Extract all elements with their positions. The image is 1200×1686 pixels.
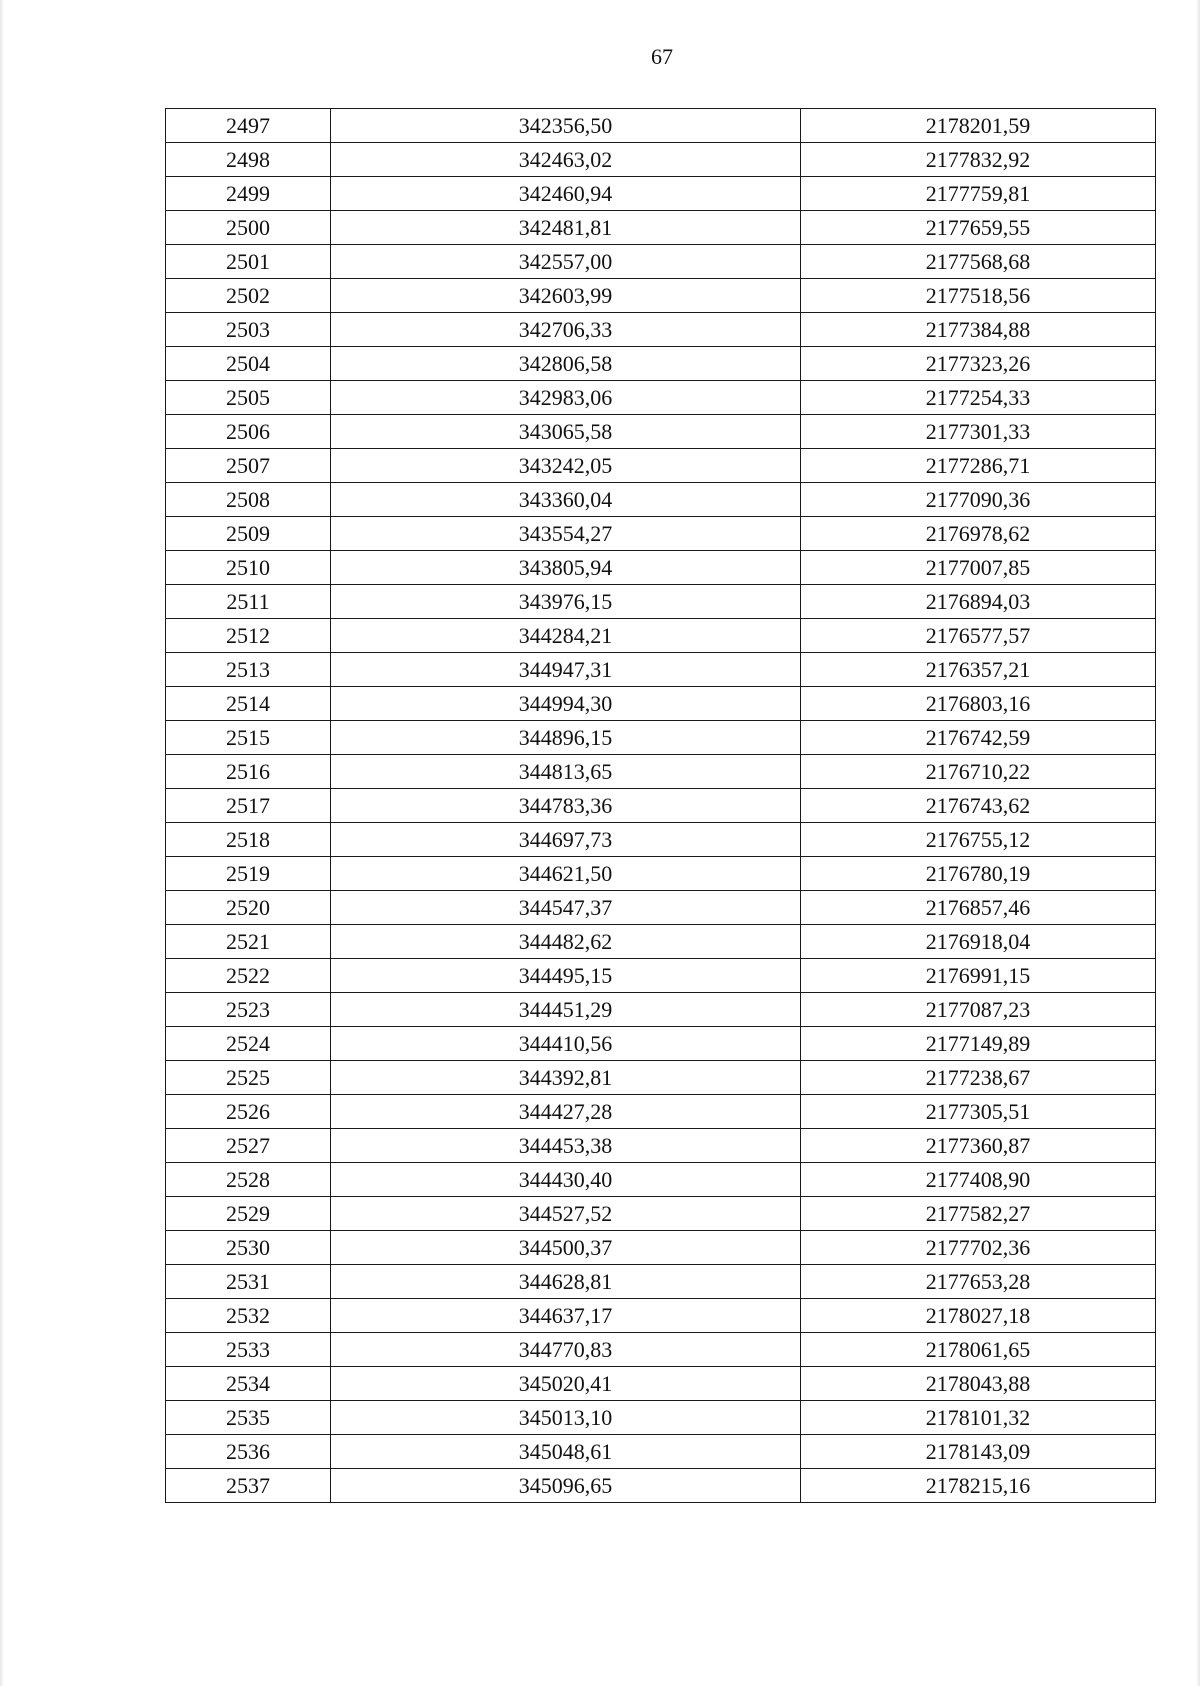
table-row <box>166 993 1156 1027</box>
x-coordinate-cell: 344628,81 <box>331 1265 801 1299</box>
point-number-cell: 2507 <box>166 449 331 483</box>
table-row <box>166 1401 1156 1435</box>
y-coordinate-cell: 2177238,67 <box>801 1061 1156 1095</box>
table-row <box>166 415 1156 449</box>
point-number-cell: 2536 <box>166 1435 331 1469</box>
x-coordinate-cell: 342706,33 <box>331 313 801 347</box>
table-row <box>166 449 1156 483</box>
y-coordinate-cell: 2177323,26 <box>801 347 1156 381</box>
table-row <box>166 1435 1156 1469</box>
y-coordinate-cell: 2177007,85 <box>801 551 1156 585</box>
x-coordinate-cell: 343360,04 <box>331 483 801 517</box>
table-row <box>166 1163 1156 1197</box>
point-number-cell: 2517 <box>166 789 331 823</box>
point-number-cell: 2516 <box>166 755 331 789</box>
page-number: 67 <box>651 44 673 69</box>
table-row <box>166 925 1156 959</box>
x-coordinate-cell: 344500,37 <box>331 1231 801 1265</box>
x-coordinate-cell: 344427,28 <box>331 1095 801 1129</box>
x-coordinate-cell: 342481,81 <box>331 211 801 245</box>
x-coordinate-cell: 345013,10 <box>331 1401 801 1435</box>
table-row <box>166 517 1156 551</box>
x-coordinate-cell: 344410,56 <box>331 1027 801 1061</box>
point-number-cell: 2498 <box>166 143 331 177</box>
y-coordinate-cell: 2177087,23 <box>801 993 1156 1027</box>
table-row <box>166 1129 1156 1163</box>
x-coordinate-cell: 343976,15 <box>331 585 801 619</box>
x-coordinate-cell: 343554,27 <box>331 517 801 551</box>
x-coordinate-cell: 344947,31 <box>331 653 801 687</box>
point-number-cell: 2520 <box>166 891 331 925</box>
table-row <box>166 1027 1156 1061</box>
y-coordinate-cell: 2177254,33 <box>801 381 1156 415</box>
table-row <box>166 211 1156 245</box>
table-row <box>166 585 1156 619</box>
x-coordinate-cell: 342460,94 <box>331 177 801 211</box>
table-row <box>166 721 1156 755</box>
table-row <box>166 1061 1156 1095</box>
point-number-cell: 2527 <box>166 1129 331 1163</box>
y-coordinate-cell: 2177832,92 <box>801 143 1156 177</box>
y-coordinate-cell: 2177384,88 <box>801 313 1156 347</box>
y-coordinate-cell: 2177659,55 <box>801 211 1156 245</box>
point-number-cell: 2524 <box>166 1027 331 1061</box>
x-coordinate-cell: 344896,15 <box>331 721 801 755</box>
y-coordinate-cell: 2176710,22 <box>801 755 1156 789</box>
point-number-cell: 2535 <box>166 1401 331 1435</box>
point-number-cell: 2510 <box>166 551 331 585</box>
y-coordinate-cell: 2176918,04 <box>801 925 1156 959</box>
point-number-cell: 2531 <box>166 1265 331 1299</box>
x-coordinate-cell: 342806,58 <box>331 347 801 381</box>
table-row <box>166 959 1156 993</box>
table-row <box>166 1299 1156 1333</box>
y-coordinate-cell: 2177360,87 <box>801 1129 1156 1163</box>
scan-edge-left <box>0 0 4 1686</box>
table-row <box>166 177 1156 211</box>
point-number-cell: 2528 <box>166 1163 331 1197</box>
y-coordinate-cell: 2176857,46 <box>801 891 1156 925</box>
x-coordinate-cell: 344697,73 <box>331 823 801 857</box>
y-coordinate-cell: 2177702,36 <box>801 1231 1156 1265</box>
point-number-cell: 2506 <box>166 415 331 449</box>
table-row <box>166 653 1156 687</box>
table-row <box>166 245 1156 279</box>
point-number-cell: 2501 <box>166 245 331 279</box>
x-coordinate-cell: 344453,38 <box>331 1129 801 1163</box>
x-coordinate-cell: 344770,83 <box>331 1333 801 1367</box>
y-coordinate-cell: 2178027,18 <box>801 1299 1156 1333</box>
x-coordinate-cell: 343242,05 <box>331 449 801 483</box>
x-coordinate-cell: 342356,50 <box>331 109 801 143</box>
table-row <box>166 1469 1156 1503</box>
x-coordinate-cell: 342603,99 <box>331 279 801 313</box>
y-coordinate-cell: 2177568,68 <box>801 245 1156 279</box>
table-row <box>166 143 1156 177</box>
x-coordinate-cell: 344482,62 <box>331 925 801 959</box>
y-coordinate-cell: 2176894,03 <box>801 585 1156 619</box>
x-coordinate-cell: 344284,21 <box>331 619 801 653</box>
table-row <box>166 823 1156 857</box>
point-number-cell: 2521 <box>166 925 331 959</box>
point-number-cell: 2500 <box>166 211 331 245</box>
table-row <box>166 857 1156 891</box>
y-coordinate-cell: 2176742,59 <box>801 721 1156 755</box>
point-number-cell: 2526 <box>166 1095 331 1129</box>
y-coordinate-cell: 2177149,89 <box>801 1027 1156 1061</box>
y-coordinate-cell: 2178101,32 <box>801 1401 1156 1435</box>
y-coordinate-cell: 2177653,28 <box>801 1265 1156 1299</box>
x-coordinate-cell: 342983,06 <box>331 381 801 415</box>
y-coordinate-cell: 2176978,62 <box>801 517 1156 551</box>
table-row <box>166 381 1156 415</box>
x-coordinate-cell: 344495,15 <box>331 959 801 993</box>
point-number-cell: 2504 <box>166 347 331 381</box>
point-number-cell: 2519 <box>166 857 331 891</box>
table-row <box>166 1265 1156 1299</box>
point-number-cell: 2513 <box>166 653 331 687</box>
table-row <box>166 313 1156 347</box>
table-row <box>166 687 1156 721</box>
point-number-cell: 2533 <box>166 1333 331 1367</box>
point-number-cell: 2537 <box>166 1469 331 1503</box>
table-row <box>166 891 1156 925</box>
x-coordinate-cell: 342463,02 <box>331 143 801 177</box>
table-row <box>166 109 1156 143</box>
table-row <box>166 755 1156 789</box>
point-number-cell: 2511 <box>166 585 331 619</box>
point-number-cell: 2512 <box>166 619 331 653</box>
x-coordinate-cell: 344637,17 <box>331 1299 801 1333</box>
table-row <box>166 279 1156 313</box>
y-coordinate-cell: 2177759,81 <box>801 177 1156 211</box>
point-number-cell: 2534 <box>166 1367 331 1401</box>
y-coordinate-cell: 2176780,19 <box>801 857 1156 891</box>
x-coordinate-cell: 345048,61 <box>331 1435 801 1469</box>
x-coordinate-cell: 344813,65 <box>331 755 801 789</box>
table-body <box>166 109 1156 1503</box>
y-coordinate-cell: 2178043,88 <box>801 1367 1156 1401</box>
table-row <box>166 1095 1156 1129</box>
y-coordinate-cell: 2177582,27 <box>801 1197 1156 1231</box>
table-row <box>166 1333 1156 1367</box>
point-number-cell: 2502 <box>166 279 331 313</box>
point-number-cell: 2497 <box>166 109 331 143</box>
table-row <box>166 1231 1156 1265</box>
point-number-cell: 2529 <box>166 1197 331 1231</box>
point-number-cell: 2525 <box>166 1061 331 1095</box>
x-coordinate-cell: 344392,81 <box>331 1061 801 1095</box>
coordinates-table <box>165 108 1156 1503</box>
point-number-cell: 2530 <box>166 1231 331 1265</box>
point-number-cell: 2518 <box>166 823 331 857</box>
point-number-cell: 2515 <box>166 721 331 755</box>
y-coordinate-cell: 2176357,21 <box>801 653 1156 687</box>
y-coordinate-cell: 2177301,33 <box>801 415 1156 449</box>
x-coordinate-cell: 344547,37 <box>331 891 801 925</box>
table-row <box>166 347 1156 381</box>
x-coordinate-cell: 342557,00 <box>331 245 801 279</box>
point-number-cell: 2522 <box>166 959 331 993</box>
table-row <box>166 789 1156 823</box>
y-coordinate-cell: 2176755,12 <box>801 823 1156 857</box>
table-row <box>166 1367 1156 1401</box>
x-coordinate-cell: 343805,94 <box>331 551 801 585</box>
point-number-cell: 2505 <box>166 381 331 415</box>
point-number-cell: 2499 <box>166 177 331 211</box>
y-coordinate-cell: 2178201,59 <box>801 109 1156 143</box>
y-coordinate-cell: 2177518,56 <box>801 279 1156 313</box>
x-coordinate-cell: 345096,65 <box>331 1469 801 1503</box>
table-row <box>166 483 1156 517</box>
x-coordinate-cell: 344783,36 <box>331 789 801 823</box>
point-number-cell: 2509 <box>166 517 331 551</box>
x-coordinate-cell: 344621,50 <box>331 857 801 891</box>
y-coordinate-cell: 2176577,57 <box>801 619 1156 653</box>
table-row <box>166 551 1156 585</box>
x-coordinate-cell: 345020,41 <box>331 1367 801 1401</box>
y-coordinate-cell: 2178061,65 <box>801 1333 1156 1367</box>
x-coordinate-cell: 344527,52 <box>331 1197 801 1231</box>
y-coordinate-cell: 2177090,36 <box>801 483 1156 517</box>
x-coordinate-cell: 344430,40 <box>331 1163 801 1197</box>
y-coordinate-cell: 2177408,90 <box>801 1163 1156 1197</box>
y-coordinate-cell: 2176743,62 <box>801 789 1156 823</box>
point-number-cell: 2523 <box>166 993 331 1027</box>
table-row <box>166 619 1156 653</box>
point-number-cell: 2503 <box>166 313 331 347</box>
point-number-cell: 2532 <box>166 1299 331 1333</box>
point-number-cell: 2508 <box>166 483 331 517</box>
y-coordinate-cell: 2177305,51 <box>801 1095 1156 1129</box>
x-coordinate-cell: 344994,30 <box>331 687 801 721</box>
table-row <box>166 1197 1156 1231</box>
y-coordinate-cell: 2178143,09 <box>801 1435 1156 1469</box>
point-number-cell: 2514 <box>166 687 331 721</box>
x-coordinate-cell: 344451,29 <box>331 993 801 1027</box>
x-coordinate-cell: 343065,58 <box>331 415 801 449</box>
y-coordinate-cell: 2177286,71 <box>801 449 1156 483</box>
scan-edge-right <box>1196 0 1200 1686</box>
y-coordinate-cell: 2178215,16 <box>801 1469 1156 1503</box>
y-coordinate-cell: 2176991,15 <box>801 959 1156 993</box>
y-coordinate-cell: 2176803,16 <box>801 687 1156 721</box>
